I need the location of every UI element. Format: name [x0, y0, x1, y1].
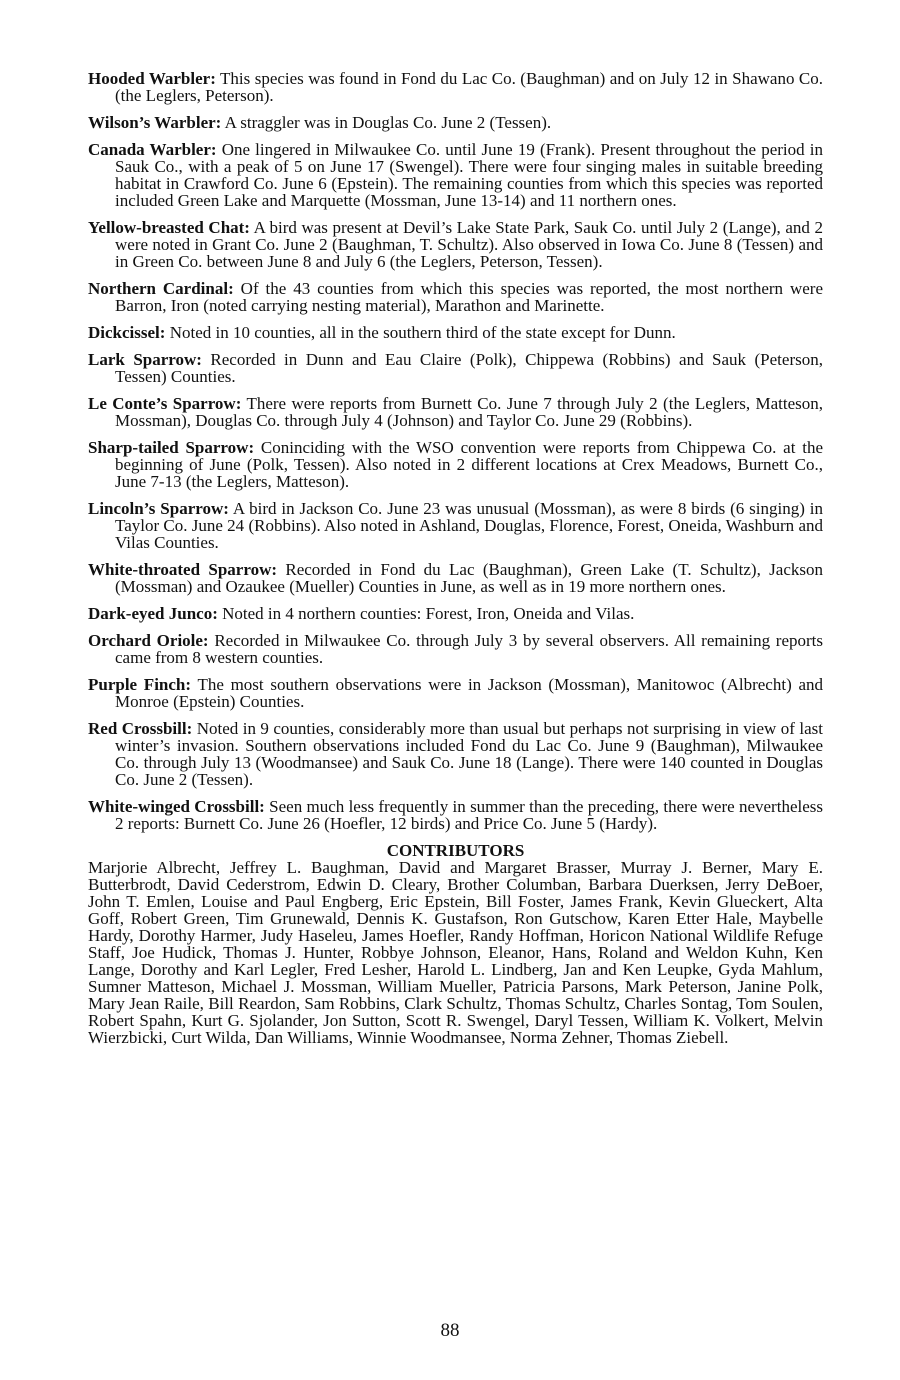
species-name: Northern Cardinal:	[88, 279, 234, 298]
species-entry	[88, 324, 823, 341]
species-name: Yellow-breasted Chat:	[88, 218, 250, 237]
species-entry	[88, 395, 823, 429]
species-entry	[88, 351, 823, 385]
species-name: Hooded Warbler:	[88, 69, 216, 88]
species-text: Coninciding with the WSO convention were reports from Chippewa Co. at the beginning of June (Polk, Tessen). Also noted in 2 different locations at Crex Meadows, Burnett Co., June 7-13 (the Leglers, Matteson).	[115, 438, 824, 491]
species-text: A bird in Jackson Co. June 23 was unusual (Mossman), as were 8 birds (6 singing) in Taylor Co. June 24 (Robbins). Also noted in Ashland, Douglas, Florence, Forest, Oneida, Washburn and Vilas Counties.	[115, 499, 823, 552]
species-text: There were reports from Burnett Co. June 7 through July 2 (the Leglers, Matteson, Mossman), Douglas Co. through July 4 (Johnson) and Taylor Co. June 29 (Robbins).	[115, 394, 823, 430]
species-text: Recorded in Milwaukee Co. through July 3 by several observers. All remaining reports came from 8 western counties.	[115, 631, 823, 667]
species-name: White-winged Crossbill:	[88, 797, 265, 816]
species-entry	[88, 720, 823, 788]
species-entry	[88, 676, 823, 710]
species-name: Dickcissel:	[88, 323, 166, 342]
species-text: Recorded in Dunn and Eau Claire (Polk), Chippewa (Robbins) and Sauk (Peterson, Tessen) Counties.	[115, 350, 823, 386]
species-name: Dark-eyed Junco:	[88, 604, 218, 623]
species-entry	[88, 280, 823, 314]
species-accounts	[88, 70, 823, 832]
species-text: A straggler was in Douglas Co. June 2 (Tessen).	[221, 113, 552, 132]
species-entry	[88, 141, 823, 209]
species-name: Purple Finch:	[88, 675, 192, 694]
species-text: Noted in 4 northern counties: Forest, Iron, Oneida and Vilas.	[217, 604, 635, 623]
species-entry	[88, 114, 823, 131]
species-name: Sharp-tailed Sparrow:	[88, 438, 255, 457]
species-name: Lincoln’s Sparrow:	[88, 499, 229, 518]
species-entry	[88, 605, 823, 622]
species-text: This species was found in Fond du Lac Co. (Baughman) and on July 12 in Shawano Co. (the Leglers, Peterson).	[115, 69, 823, 105]
page-content	[88, 70, 823, 1046]
species-text: Noted in 10 counties, all in the southern third of the state except for Dunn.	[165, 323, 676, 342]
species-entry	[88, 439, 823, 490]
species-entry	[88, 798, 823, 832]
species-entry	[88, 561, 823, 595]
species-name: Le Conte’s Sparrow:	[88, 394, 242, 413]
species-name: Orchard Oriole:	[88, 631, 209, 650]
contributors-heading: CONTRIBUTORS	[386, 841, 525, 860]
species-text: Noted in 9 counties, considerably more than usual but perhaps not surprising in view of last winter’s invasion. Southern observations included Fond du Lac Co. June 9 (Baughman), Milwaukee Co. through July 13 (Woodmansee) and Sauk Co. June 18 (Lange). There were 140 counted in Douglas Co. June 2 (Tessen).	[115, 719, 823, 789]
species-text: The most southern observations were in Jackson (Mossman), Manitowoc (Albrecht) and Monroe (Epstein) Counties.	[115, 675, 823, 711]
species-text: One lingered in Milwaukee Co. until June 19 (Frank). Present throughout the period in Sauk Co., with a peak of 5 on June 17 (Swengel). There were four singing males in suitable breeding habitat in Crawford Co. June 6 (Epstein). The remaining counties from which this species was reported included Green Lake and Marquette (Mossman, June 13-14) and 11 northern ones.	[115, 140, 823, 210]
species-entry	[88, 632, 823, 666]
species-entry	[88, 219, 823, 270]
species-entry	[88, 500, 823, 551]
page-number: 88	[440, 1320, 460, 1341]
species-entry	[88, 70, 823, 104]
contributors-list: Marjorie Albrecht, Jeffrey L. Baughman, David and Margaret Brasser, Murray J. Berner, Mary E. Butterbrodt, David Cederstrom, Edwin D. Cleary, Brother Columban, Barbara Duerksen, Jerry DeBoer, John T. Emlen, Louise and Paul Engberg, Eric Epstein, Bill Foster, James Frank, Kevin Glueckert, Alta Goff, Robert Green, Tim Grunewald, Dennis K. Gustafson, Ron Gutschow, Karen Etter Hale, Maybelle Hardy, Dorothy Harmer, Judy Haseleu, James Hoefler, Randy Hoffman, Horicon National Wildlife Refuge Staff, Joe Hudick, Thomas J. Hunter, Robbye Johnson, Eleanor, Hans, Roland and Weldon Kuhn, Ken Lange, Dorothy and Karl Legler, Fred Lesher, Harold L. Lindberg, Jan and Ken Leupke, Gyda Mahlum, Sumner Matteson, Michael J. Mossman, William Mueller, Patricia Parsons, Mark Peterson, Janine Polk, Mary Jean Raile, Bill Reardon, Sam Robbins, Clark Schultz, Thomas Schultz, Charles Sontag, Tom Soulen, Robert Spahn, Kurt G. Sjolander, Jon Sutton, Scott R. Swengel, Daryl Tessen, William K. Volkert, Melvin Wierzbicki, Curt Wilda, Dan Williams, Winnie Woodmansee, Norma Zehner, Thomas Ziebell.	[88, 858, 823, 1047]
species-name: Wilson’s Warbler:	[88, 113, 222, 132]
species-text: Recorded in Fond du Lac (Baughman), Green Lake (T. Schultz), Jackson (Mossman) and Ozaukee (Mueller) Counties in June, as well as in 19 more northern ones.	[115, 560, 823, 596]
species-text: Of the 43 counties from which this species was reported, the most northern were Barron, Iron (noted carrying nesting material), Marathon and Marinette.	[115, 279, 823, 315]
species-name: White-throated Sparrow:	[88, 560, 278, 579]
species-text: Seen much less frequently in summer than the preceding, there were nevertheless 2 reports: Burnett Co. June 26 (Hoefler, 12 birds) and Price Co. June 5 (Hardy).	[115, 797, 823, 833]
species-name: Lark Sparrow:	[88, 350, 202, 369]
species-text: A bird was present at Devil’s Lake State Park, Sauk Co. until July 2 (Lange), and 2 were noted in Grant Co. June 2 (Baughman, T. Schultz). Also observed in Iowa Co. June 8 (Tessen) and in Green Co. between June 8 and July 6 (the Leglers, Peterson, Tessen).	[115, 218, 823, 271]
species-name: Red Crossbill:	[88, 719, 193, 738]
species-name: Canada Warbler:	[88, 140, 217, 159]
